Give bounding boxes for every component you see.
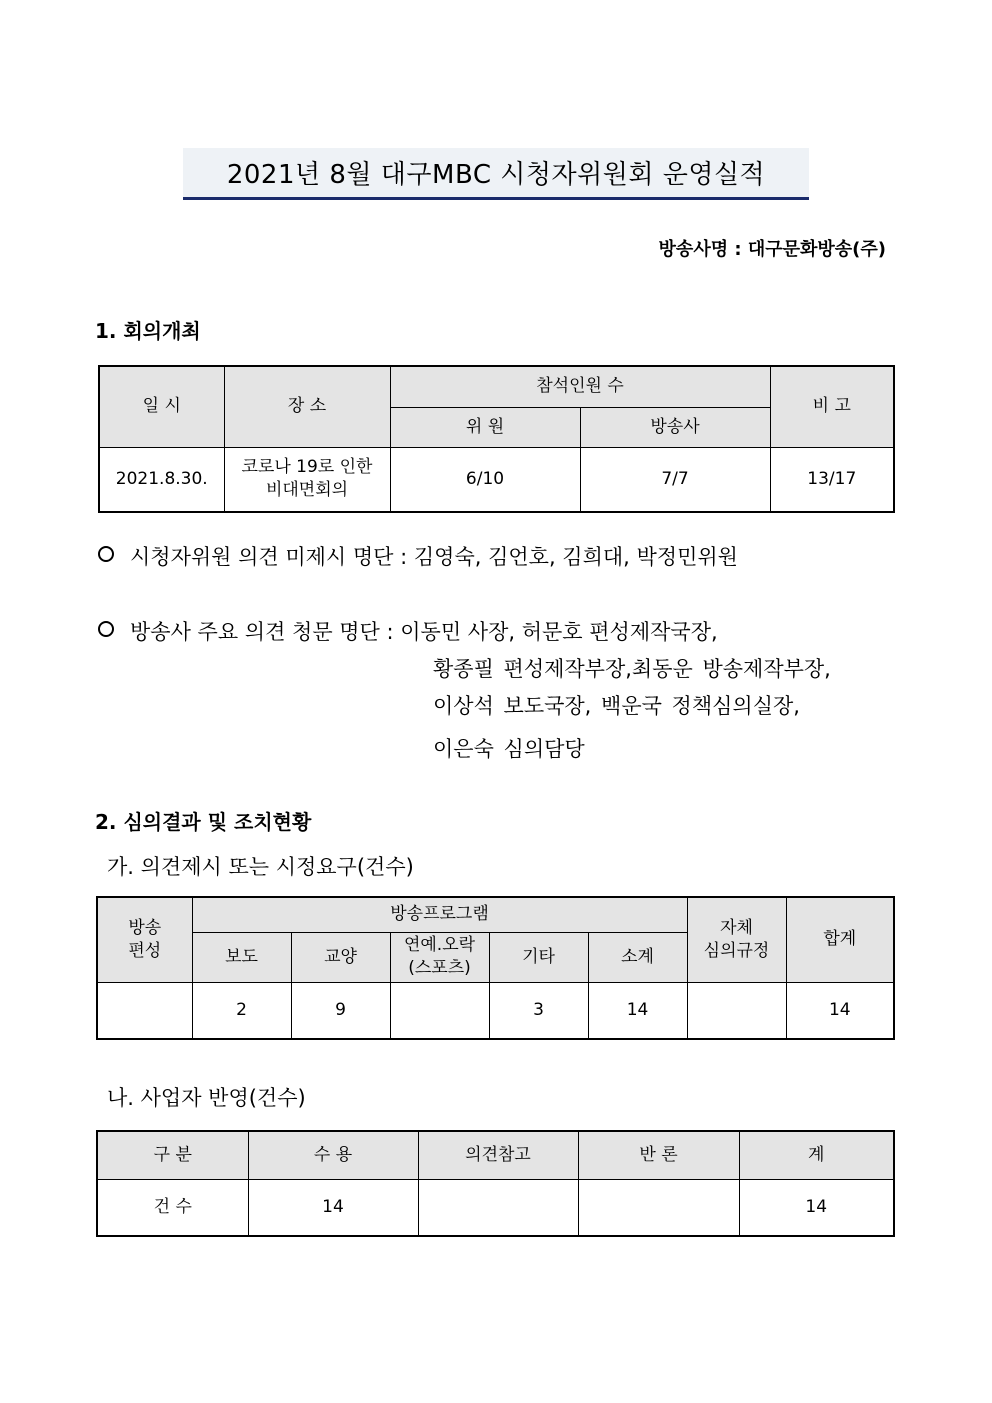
cell-date: 2021.8.30.: [99, 447, 224, 512]
header-line: 편성: [128, 940, 162, 961]
cell-accept: 14: [248, 1179, 418, 1236]
header-reference: 의견참고: [418, 1131, 578, 1179]
cell-rebuttal: [578, 1179, 739, 1236]
header-total: 계: [739, 1131, 894, 1179]
bullet-continuation: 이상석 보도국장, 백운국 정책심의실장,: [433, 694, 800, 718]
header-accept: 수 용: [248, 1131, 418, 1179]
place-line1: 코로나 19로 인한: [241, 457, 373, 478]
header-line: 심의규정: [703, 940, 770, 961]
table-row: [99, 447, 894, 512]
review-table: [96, 896, 895, 1040]
cell-place: [224, 447, 390, 512]
header-attendance: 참석인원 수: [390, 366, 770, 407]
cell-culture: 9: [291, 982, 390, 1039]
page-title: 2021년 8월 대구MBC 시청자위원회 운영실적: [226, 160, 766, 190]
section1-heading: 1. 회의개최: [95, 319, 201, 343]
cell-note: 13/17: [770, 447, 894, 512]
header-line: (스포츠): [408, 958, 471, 978]
header-place: 장 소: [224, 366, 390, 447]
header-line: 방송: [128, 917, 162, 938]
header-line: 자체: [720, 917, 753, 938]
header-culture: 교양: [291, 932, 390, 982]
subsection-b-heading: 나. 사업자 반영(건수): [107, 1086, 306, 1110]
cell-total: 14: [786, 982, 894, 1039]
header-total: 합계: [786, 897, 894, 982]
cell-total: 14: [739, 1179, 894, 1236]
header-broadcaster: 방송사: [580, 407, 770, 447]
bullet-text: 시청자위원 의견 미제시 명단 : 김영숙, 김언호, 김희대, 박정민위원: [130, 545, 738, 569]
header-date: 일 시: [99, 366, 224, 447]
bullet-broadcaster-attendees: [98, 616, 718, 646]
circle-bullet-icon: [98, 621, 114, 637]
bullet-continuation: 이은숙 심의담당: [433, 737, 585, 761]
subsection-a-heading: 가. 의견제시 또는 시정요구(건수): [107, 855, 414, 879]
header-rebuttal: 반 론: [578, 1131, 739, 1179]
place-line2: 비대면회의: [265, 480, 349, 501]
header-other: 기타: [489, 932, 588, 982]
header-note: 비 고: [770, 366, 894, 447]
response-table: [96, 1130, 895, 1237]
cell-self-regulation: [687, 982, 786, 1039]
header-broadcast-schedule: [97, 897, 192, 982]
section2-heading: 2. 심의결과 및 조치현황: [95, 810, 312, 834]
header-self-regulation: [687, 897, 786, 982]
cell-label: 건 수: [97, 1179, 248, 1236]
table-row: [97, 982, 894, 1039]
meeting-table: [98, 365, 895, 513]
header-category: 구 분: [97, 1131, 248, 1179]
cell-broadcast-schedule: [97, 982, 192, 1039]
cell-entertainment: [390, 982, 489, 1039]
title-box: [183, 148, 809, 200]
broadcaster-name: 방송사명 : 대구문화방송(주): [658, 239, 886, 260]
header-line: 연예.오락: [403, 935, 476, 956]
bullet-continuation: 황종필 편성제작부장,최동운 방송제작부장,: [433, 657, 831, 681]
header-subtotal: 소계: [588, 932, 687, 982]
header-members: 위 원: [390, 407, 580, 447]
cell-reference: [418, 1179, 578, 1236]
cell-subtotal: 14: [588, 982, 687, 1039]
cell-other: 3: [489, 982, 588, 1039]
circle-bullet-icon: [98, 546, 114, 562]
cell-news: 2: [192, 982, 291, 1039]
header-news: 보도: [192, 932, 291, 982]
cell-broadcaster: 7/7: [580, 447, 770, 512]
table-row: [97, 1179, 894, 1236]
bullet-text: 방송사 주요 의견 청문 명단 : 이동민 사장, 허문호 편성제작국장,: [130, 620, 718, 644]
cell-members: 6/10: [390, 447, 580, 512]
header-entertainment: [390, 932, 489, 982]
header-program: 방송프로그램: [192, 897, 687, 932]
bullet-absent-members: [98, 541, 738, 571]
